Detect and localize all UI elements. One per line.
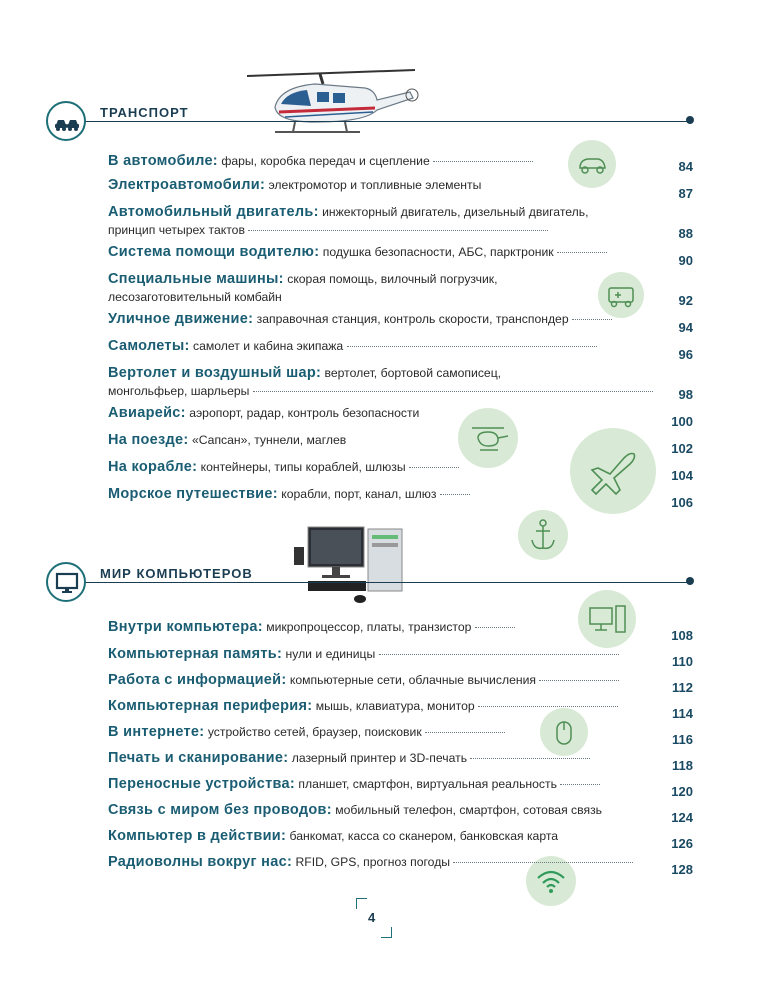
page-number: 4 [368,910,376,925]
toc-entry[interactable]: В интернете: устройство сетей, браузер, поисковик 116 [108,724,693,747]
toc-entry[interactable]: Автомобильный двигатель: инжекторный двигатель, дизельный двигатель, принцип четырех тактов 88 [108,204,693,241]
monitor-icon [46,562,86,602]
section-rule [84,582,690,583]
cars-icon [46,101,86,141]
toc-list-transport [108,152,693,512]
section-title: МИР КОМПЬЮТЕРОВ [100,566,259,581]
anchor-deco-icon [518,510,568,560]
toc-entry[interactable]: Компьютерная память: нули и единицы 110 [108,646,693,669]
toc-entry[interactable]: Радиоволны вокруг нас: RFID, GPS, прогноз погоды 128 [108,854,693,877]
toc-entry[interactable]: Компьютерная периферия: мышь, клавиатура, монитор 114 [108,698,693,721]
toc-entry[interactable]: Печать и сканирование: лазерный принтер и 3D-печать 118 [108,750,693,773]
toc-entry[interactable]: Компьютер в действии: банкомат, касса со сканером, банковская карта 126 [108,828,693,851]
toc-entry[interactable]: Работа с информацией: компьютерные сети, облачные вычисления 112 [108,672,693,695]
toc-entry[interactable]: Система помощи водителю: подушка безопасности, АБС, парктроник 90 [108,244,693,268]
frame-corner [381,927,392,938]
toc-entry[interactable]: Уличное движение: заправочная станция, контроль скорости, транспондер 94 [108,311,693,335]
toc-entry[interactable]: На корабле: контейнеры, типы кораблей, шлюзы 104 [108,459,693,483]
toc-entry[interactable]: Переносные устройства: планшет, смартфон, виртуальная реальность 120 [108,776,693,799]
toc-entry[interactable]: Связь с миром без проводов: мобильный телефон, смартфон, сотовая связь 124 [108,802,693,825]
toc-list-computers [108,618,693,879]
toc-entry[interactable]: Электроавтомобили: электромотор и топливные элементы 87 [108,177,693,201]
toc-entry[interactable]: Авиарейс: аэропорт, радар, контроль безопасности 100 [108,405,693,429]
toc-entry[interactable]: Специальные машины: скорая помощь, вилочный погрузчик, лесозаготовительный комбайн 92 [108,271,693,308]
section-rule [84,121,690,122]
toc-entry[interactable]: В автомобиле: фары, коробка передач и сцепление 84 [108,153,693,174]
toc-entry[interactable]: Самолеты: самолет и кабина экипажа 96 [108,338,693,362]
section-rule-dot [686,116,694,124]
toc-entry[interactable]: На поезде: «Сапсан», туннели, маглев 102 [108,432,693,456]
section-header-transport [46,101,696,141]
toc-entry[interactable]: Вертолет и воздушный шар: вертолет, бортовой самописец, монгольфьер, шарльеры 98 [108,365,693,402]
toc-entry[interactable]: Внутри компьютера: микропроцессор, платы, транзистор 108 [108,619,693,643]
frame-corner [356,898,367,909]
section-title: ТРАНСПОРТ [100,105,195,120]
section-rule-dot [686,577,694,585]
toc-entry[interactable]: Морское путешествие: корабли, порт, канал, шлюз 106 [108,486,693,510]
